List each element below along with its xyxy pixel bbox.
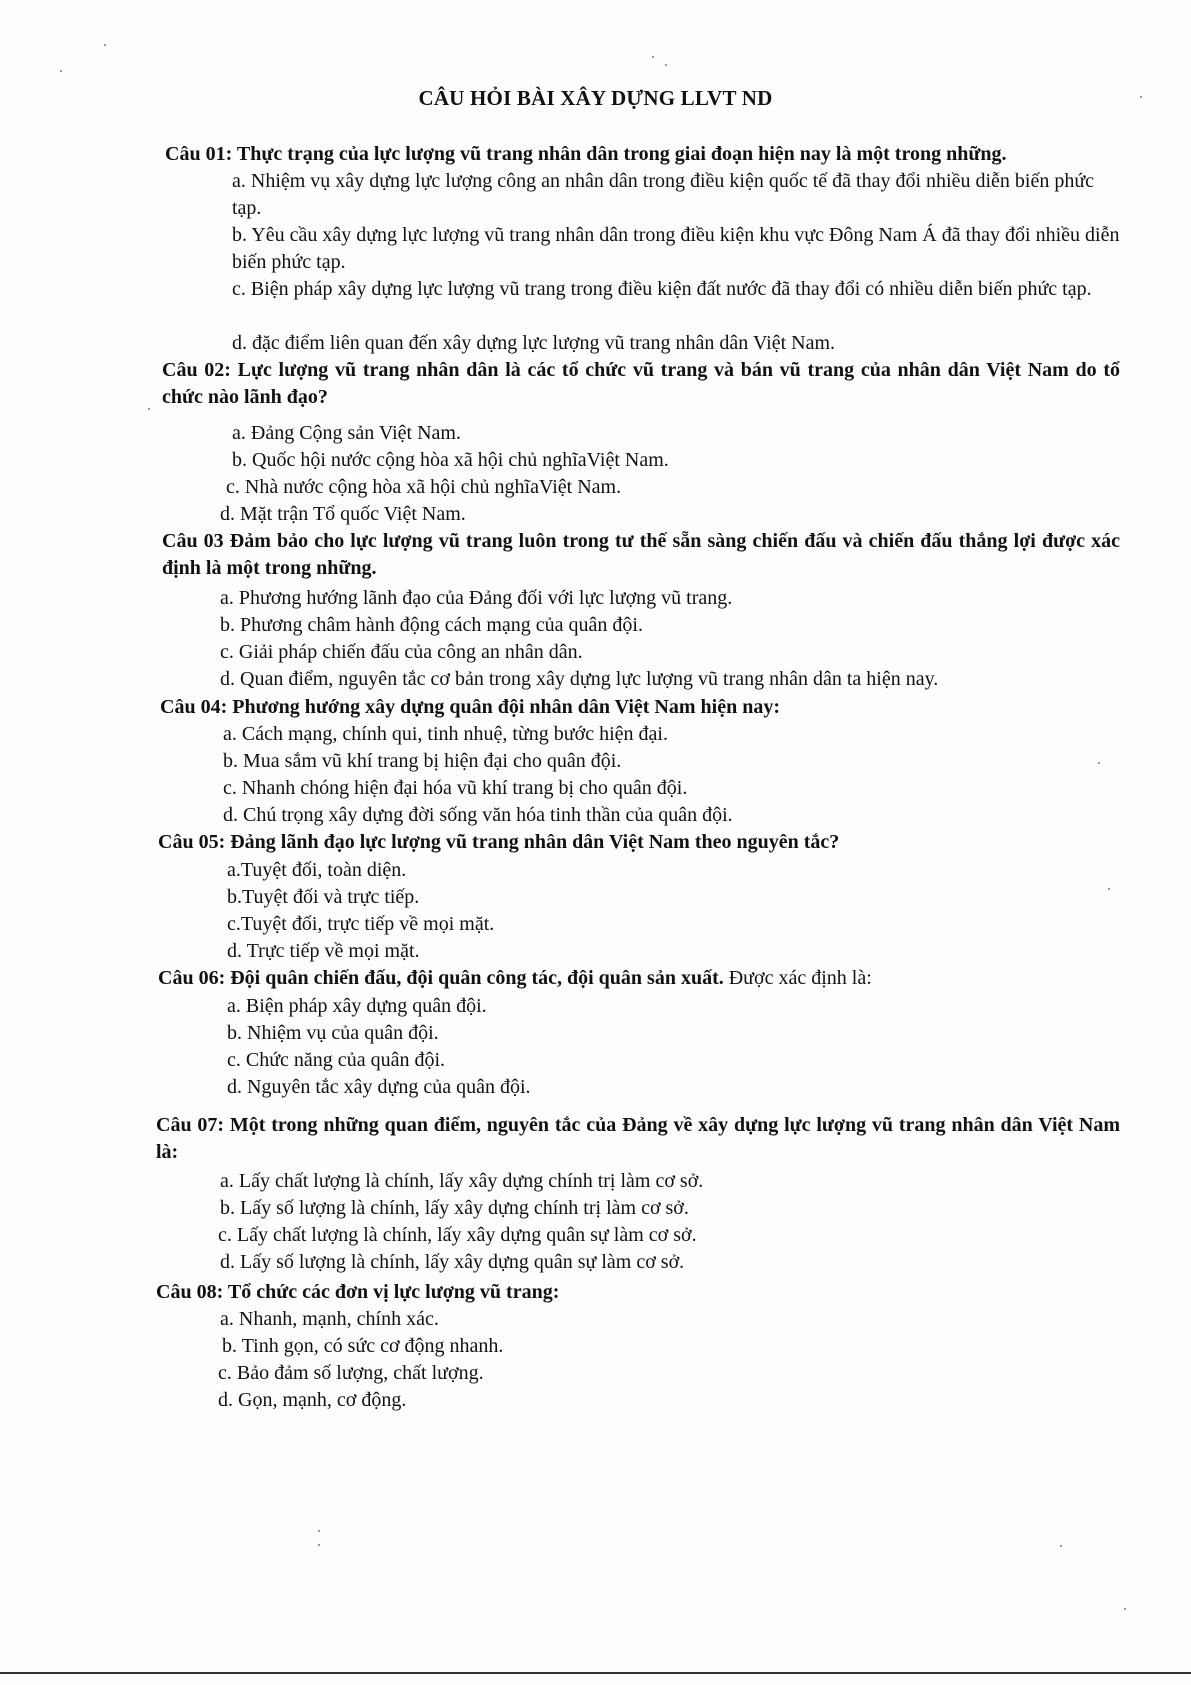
question-2-option-b: b. Quốc hội nước cộng hòa xã hội chủ nghĩaViệt Nam. (232, 449, 669, 471)
question-6 (158, 965, 1120, 992)
question-8-option-b: b. Tinh gọn, có sức cơ động nhanh. (222, 1335, 504, 1357)
question-1-option-c: c. Biện pháp xây dựng lực lượng vũ trang trong điều kiện đất nước đã thay đổi có nhiều diễn biến phức tạp. (232, 278, 1092, 300)
bottom-scan-edge (0, 1672, 1191, 1674)
question-2-option-c: c. Nhà nước cộng hòa xã hội chủ nghĩaViệt Nam. (226, 476, 622, 498)
question-4-option-b: b. Mua sắm vũ khí trang bị hiện đại cho quân đội. (223, 750, 622, 772)
scan-speck (665, 64, 667, 66)
scan-speck (148, 408, 150, 410)
question-5: Câu 05: Đảng lãnh đạo lực lượng vũ trang nhân dân Việt Nam theo nguyên tắc? (158, 831, 840, 853)
question-4: Câu 04: Phương hướng xây dựng quân đội nhân dân Việt Nam hiện nay: (160, 696, 780, 718)
question-6-option-a: a. Biện pháp xây dựng quân đội. (227, 995, 487, 1017)
question-3-option-b: b. Phương châm hành động cách mạng của quân đội. (220, 614, 643, 636)
question-3: Câu 03 Đảm bảo cho lực lượng vũ trang luôn trong tư thế sẵn sàng chiến đấu và chiến đấu thắng lợi được xác định là một trong những. (162, 530, 1120, 579)
question-1: Câu 01: Thực trạng của lực lượng vũ trang nhân dân trong giai đoạn hiện nay là một trong những. (165, 143, 1007, 165)
question-5-option-b: b.Tuyệt đối và trực tiếp. (227, 886, 420, 908)
question-4-option-c: c. Nhanh chóng hiện đại hóa vũ khí trang bị cho quân đội. (223, 777, 688, 799)
question-6-option-c: c. Chức năng của quân đội. (227, 1049, 445, 1071)
question-8-option-a: a. Nhanh, mạnh, chính xác. (220, 1308, 439, 1330)
question-8: Câu 08: Tổ chức các đơn vị lực lượng vũ trang: (156, 1281, 560, 1303)
question-6-stem-tail: Được xác định là: (723, 967, 872, 989)
scan-speck (1098, 762, 1100, 764)
question-7-option-b: b. Lấy số lượng là chính, lấy xây dựng chính trị làm cơ sở. (220, 1197, 689, 1219)
question-1-option-a: a. Nhiệm vụ xây dựng lực lượng công an nhân dân trong điều kiện quốc tế đã thay đổi nhiều diễn biến phức tạp. (232, 170, 1095, 219)
question-4-option-d: d. Chú trọng xây dựng đời sống văn hóa tinh thần của quân đội. (223, 804, 733, 826)
question-7-option-a: a. Lấy chất lượng là chính, lấy xây dựng chính trị làm cơ sở. (220, 1170, 704, 1192)
question-8-option-d: d. Gọn, mạnh, cơ động. (218, 1389, 407, 1411)
scan-speck (652, 56, 654, 58)
question-6-stem: Câu 06: Đội quân chiến đấu, đội quân công tác, đội quân sản xuất. (158, 967, 724, 989)
question-3-option-c: c. Giải pháp chiến đấu của công an nhân dân. (220, 641, 583, 663)
document-title: CÂU HỎI BÀI XÂY DỰNG LLVT ND (418, 86, 773, 110)
question-4-option-a: a. Cách mạng, chính qui, tinh nhuệ, từng bước hiện đại. (223, 723, 668, 745)
question-2-option-d: d. Mặt trận Tổ quốc Việt Nam. (220, 503, 466, 525)
question-1-option-b: b. Yêu cầu xây dựng lực lượng vũ trang nhân dân trong điều kiện khu vực Đông Nam Á đã thay đổi nhiều diễn biến phức tạp. (232, 224, 1120, 273)
question-1-option-d: d. đặc điểm liên quan đến xây dựng lực lượng vũ trang nhân dân Việt Nam. (232, 332, 836, 354)
question-5-option-d: d. Trực tiếp về mọi mặt. (227, 940, 420, 962)
scan-speck (1108, 888, 1110, 890)
scan-speck (1140, 96, 1142, 98)
question-7-option-c: c. Lấy chất lượng là chính, lấy xây dựng quân sự làm cơ sở. (218, 1224, 697, 1246)
question-5-option-c: c.Tuyệt đối, trực tiếp về mọi mặt. (227, 913, 495, 935)
scan-speck (318, 1530, 320, 1532)
scan-speck (318, 1544, 320, 1546)
scan-speck (60, 70, 62, 72)
scan-speck (1060, 1545, 1062, 1547)
question-7: Câu 07: Một trong những quan điểm, nguyên tắc của Đảng về xây dựng lực lượng vũ trang nhân dân Việt Nam là: (156, 1114, 1120, 1163)
question-7-option-d: d. Lấy số lượng là chính, lấy xây dựng quân sự làm cơ sở. (220, 1251, 685, 1273)
question-8-option-c: c. Bảo đảm số lượng, chất lượng. (218, 1362, 484, 1384)
question-2: Câu 02: Lực lượng vũ trang nhân dân là các tổ chức vũ trang và bán vũ trang của nhân dân Việt Nam do tổ chức nào lãnh đạo? (162, 359, 1120, 408)
scan-speck (1124, 1608, 1126, 1610)
question-2-option-a: a. Đảng Cộng sản Việt Nam. (232, 422, 461, 444)
question-5-option-a: a.Tuyệt đối, toàn diện. (227, 859, 407, 881)
question-6-option-b: b. Nhiệm vụ của quân đội. (227, 1022, 439, 1044)
scan-speck (104, 44, 106, 46)
question-6-option-d: d. Nguyên tắc xây dựng của quân đội. (227, 1076, 531, 1098)
question-3-option-d: d. Quan điểm, nguyên tắc cơ bản trong xây dựng lực lượng vũ trang nhân dân ta hiện nay. (220, 668, 939, 690)
question-3-option-a: a. Phương hướng lãnh đạo của Đảng đối với lực lượng vũ trang. (220, 587, 733, 609)
